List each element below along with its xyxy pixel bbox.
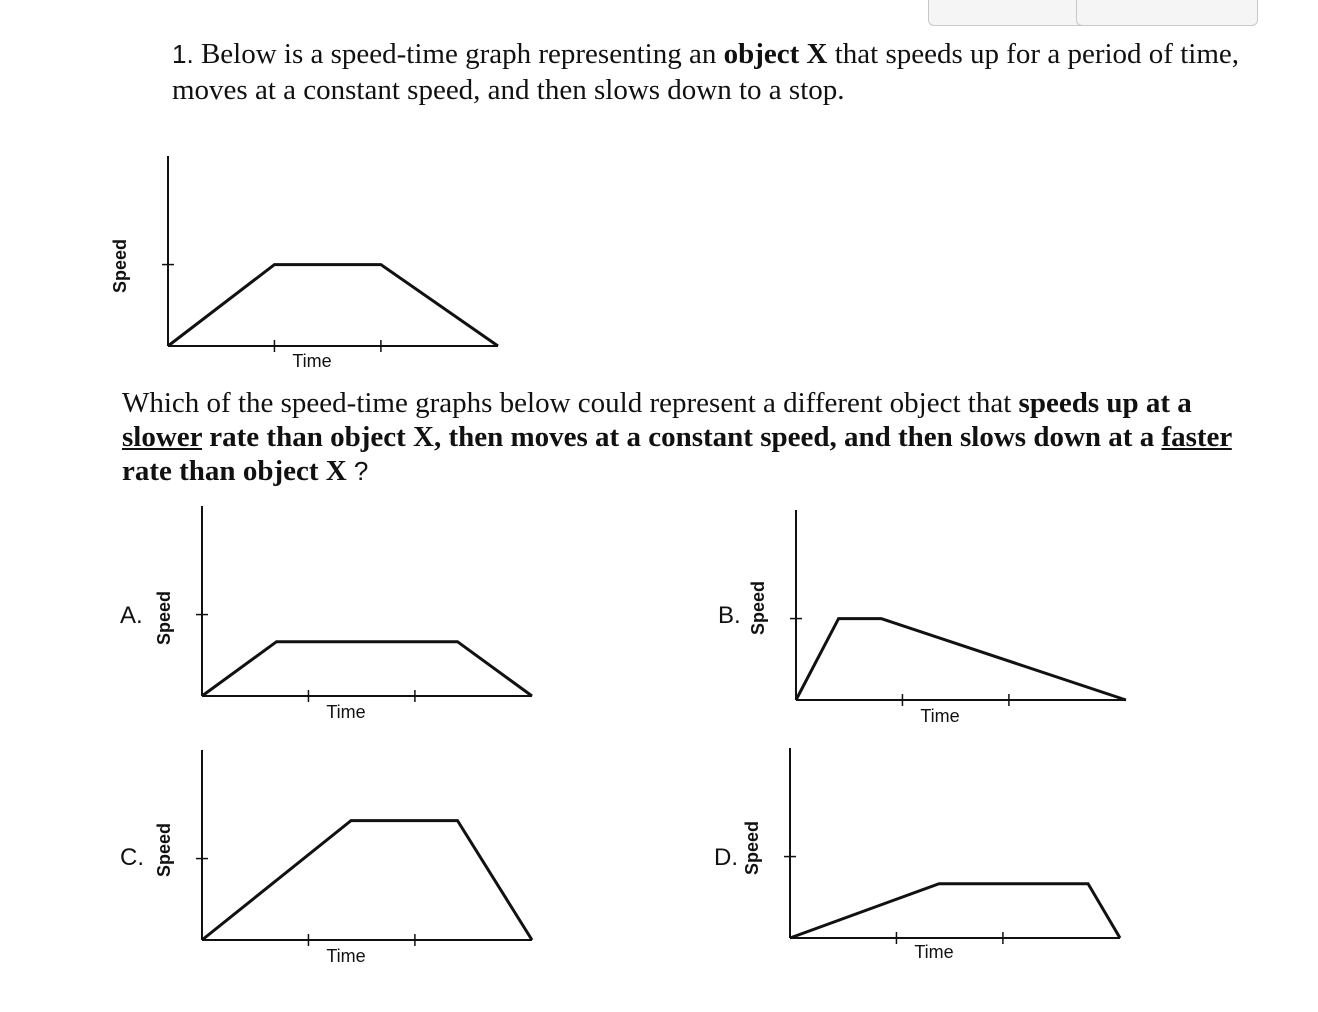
y-axis-label: Speed <box>154 590 174 646</box>
option-b-letter[interactable]: B. <box>718 602 741 629</box>
chart-option-a <box>154 506 532 722</box>
x-axis-label: Time <box>326 946 366 966</box>
x-axis-label: Time <box>326 702 366 722</box>
speed-series-line <box>796 619 1126 700</box>
x-axis-label: Time <box>920 706 960 726</box>
chart-option-d <box>742 748 1120 962</box>
x-axis-label: Time <box>914 942 954 962</box>
faster-emphasis: faster <box>1161 421 1232 453</box>
prompt-text: Which of the speed-time graphs below could represent a different object that speeds up at a slower rate than object X, then moves at a constant speed, and then slows down at a faster rate than object X ? <box>122 387 1232 487</box>
y-axis-label: Speed <box>742 820 762 876</box>
speed-series-line <box>202 821 532 940</box>
speed-series-line <box>790 884 1120 938</box>
option-a-letter[interactable]: A. <box>120 602 143 629</box>
y-axis-label: Speed <box>748 580 768 636</box>
y-axis-label: Speed <box>154 822 174 878</box>
speed-series-line <box>202 642 532 696</box>
speed-series-line <box>168 265 498 346</box>
slower-emphasis: slower <box>122 421 203 453</box>
question-number: 1. <box>172 39 194 69</box>
question-text: 1. Below is a speed-time graph representing an object X that speeds up for a period of time, moves at a constant speed, and then slows down to a stop. <box>172 38 1239 106</box>
option-d-letter[interactable]: D. <box>714 844 738 871</box>
y-axis-label: Speed <box>110 238 130 294</box>
chart-option-b <box>748 510 1126 726</box>
x-axis-label: Time <box>292 351 332 371</box>
chart-object-x <box>110 156 498 371</box>
chart-option-c <box>154 750 532 966</box>
option-c-letter[interactable]: C. <box>120 844 144 871</box>
